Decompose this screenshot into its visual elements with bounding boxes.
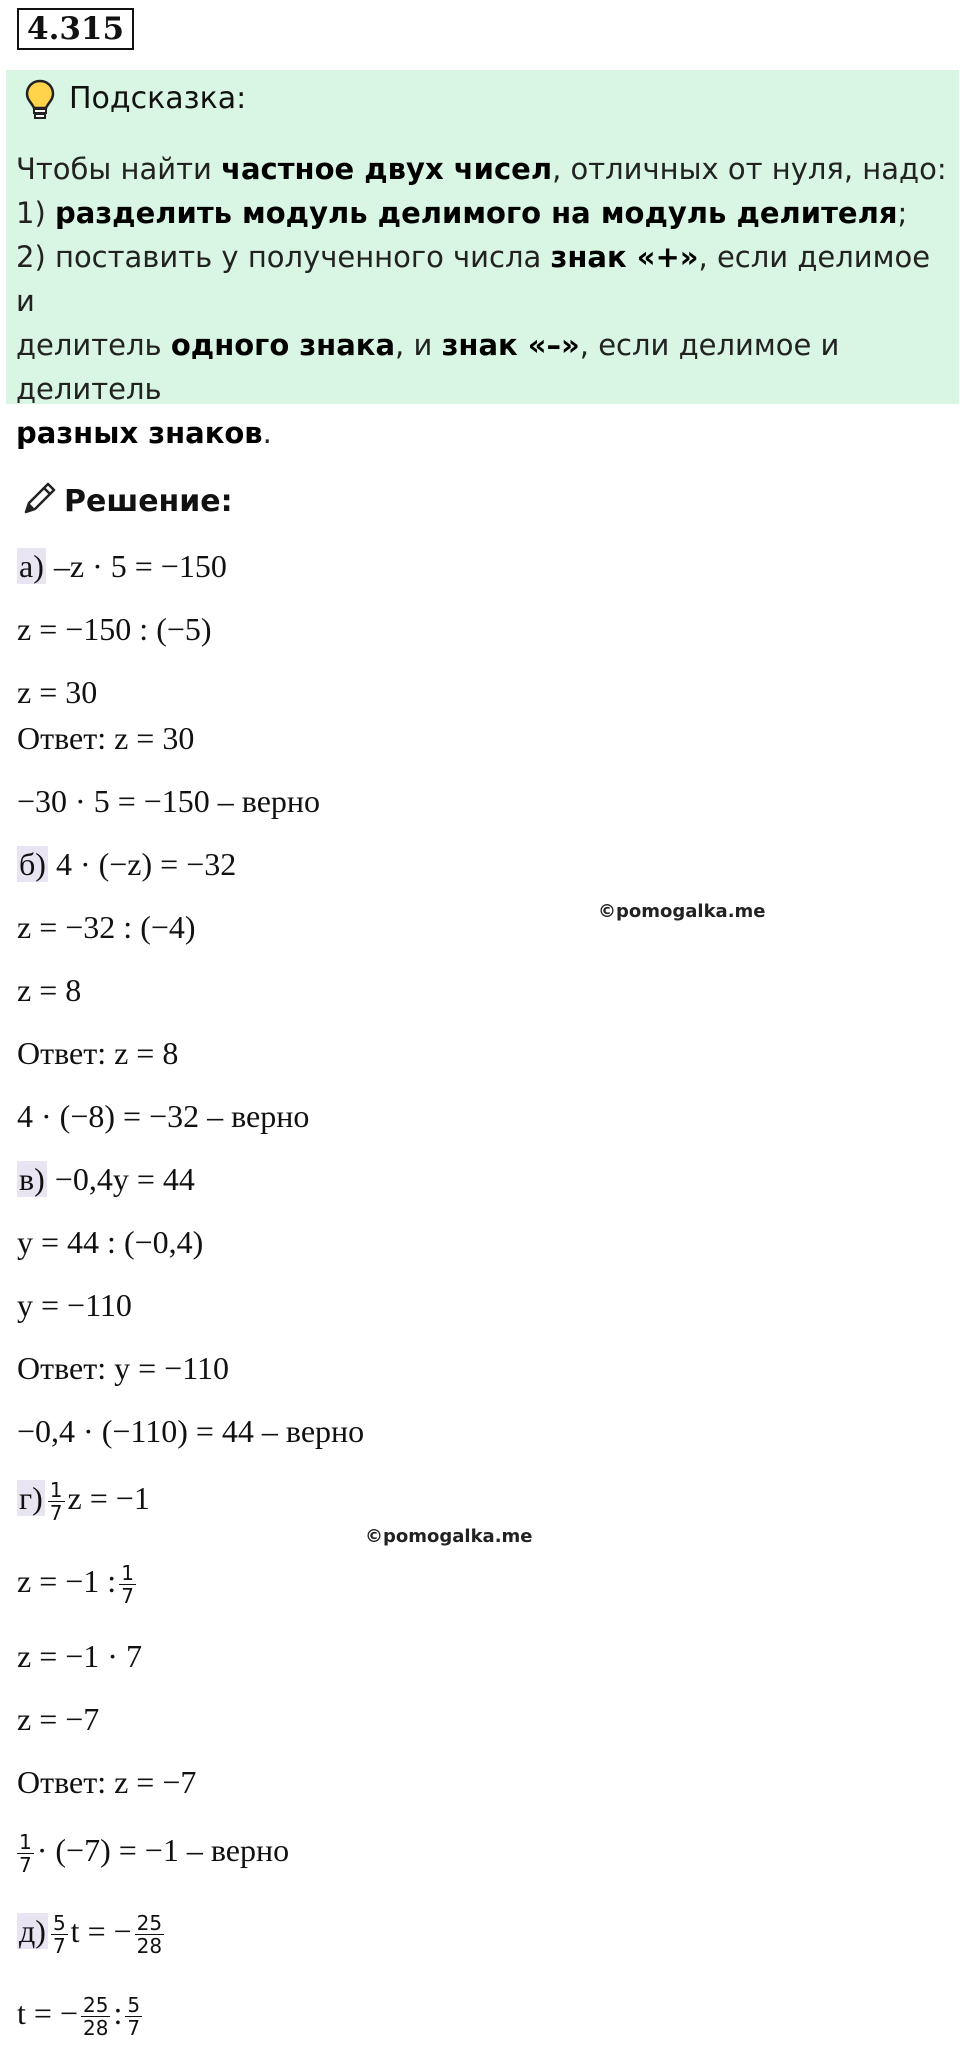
solution-title: Решение:: [64, 484, 233, 519]
solution-a-line-1: а) –z · 5 = −150: [19, 548, 227, 584]
solution-a-line-3: z = 30: [17, 674, 98, 710]
solution-v-line-1: в) −0,4y = 44: [19, 1161, 195, 1197]
hint-line-5: разных знаков.: [16, 416, 272, 450]
pencil-icon: [20, 478, 60, 518]
part-label-d: д): [19, 1913, 46, 1949]
solution-b-answer: Ответ: z = 8: [17, 1035, 179, 1071]
solution-g-check: $\frac{1}{7}$ · (−7) = −1 – верно: [19, 1830, 290, 1878]
part-label-g: г): [19, 1480, 43, 1516]
hint-line-3: 2) поставить у полученного числа знак «+», если делимое и: [16, 240, 931, 318]
fraction: $\frac{1}{7}$: [19, 1830, 32, 1878]
fraction: $\frac{25}{28}$: [136, 1911, 163, 1959]
watermark-1: ©pomogalka.me: [598, 901, 766, 922]
lightbulb-icon: [24, 78, 56, 122]
hint-line-2: 1) разделить модуль делимого на модуль делителя;: [16, 196, 908, 230]
solution-a-answer: Ответ: z = 30: [17, 720, 195, 756]
part-label-v: в): [19, 1161, 45, 1197]
fraction: $\frac{1}{7}$: [121, 1561, 134, 1609]
task-number: 4.315: [17, 8, 134, 50]
solution-v-answer: Ответ: y = −110: [17, 1350, 229, 1386]
solution-b-line-3: z = 8: [17, 972, 82, 1008]
hint-title: Подсказка:: [69, 81, 247, 116]
hint-box: [6, 70, 959, 450]
fraction: $\frac{1}{7}$: [49, 1478, 63, 1526]
solution-a-check: −30 · 5 = −150 – верно: [17, 783, 321, 819]
solution-g-line-3: z = −1 · 7: [17, 1638, 142, 1674]
watermark-2: ©pomogalka.me: [365, 1526, 533, 1547]
solution-v-line-2: y = 44 : (−0,4): [17, 1224, 204, 1260]
hint-line-4: делитель одного знака, и знак «–», если делимое и делитель: [16, 328, 840, 406]
solution-a-line-2: z = −150 : (−5): [17, 611, 212, 647]
fraction: $\frac{25}{28}$: [82, 1993, 109, 2041]
solution-v-check: −0,4 · (−110) = 44 – верно: [17, 1413, 365, 1449]
solution-d-line-1: д) $\frac{5}{7}$ t = − $\frac{25}{28}$: [19, 1911, 163, 1959]
solution-g-line-2: z = −1 : $\frac{1}{7}$: [17, 1561, 134, 1609]
hint-line-1: Чтобы найти частное двух чисел, отличных от нуля, надо:: [16, 152, 947, 186]
solution-b-check: 4 · (−8) = −32 – верно: [17, 1098, 310, 1134]
solution-g-line-1: г) $\frac{1}{7}$ z = −1: [19, 1478, 150, 1526]
solution-g-answer: Ответ: z = −7: [17, 1764, 197, 1800]
hint-text: [16, 147, 951, 455]
solution-b-line-2: z = −32 : (−4): [17, 909, 196, 945]
solution-v-line-3: y = −110: [17, 1287, 132, 1323]
solution-d-line-2: t = − $\frac{25}{28}$ : $\frac{5}{7}$: [17, 1993, 141, 2041]
fraction: $\frac{5}{7}$: [52, 1911, 66, 1959]
part-label-a: а): [19, 548, 44, 584]
fraction: $\frac{5}{7}$: [127, 1993, 141, 2041]
part-label-b: б): [19, 846, 46, 882]
solution-g-line-4: z = −7: [17, 1701, 100, 1737]
solution-b-line-1: б) 4 · (−z) = −32: [19, 846, 237, 882]
